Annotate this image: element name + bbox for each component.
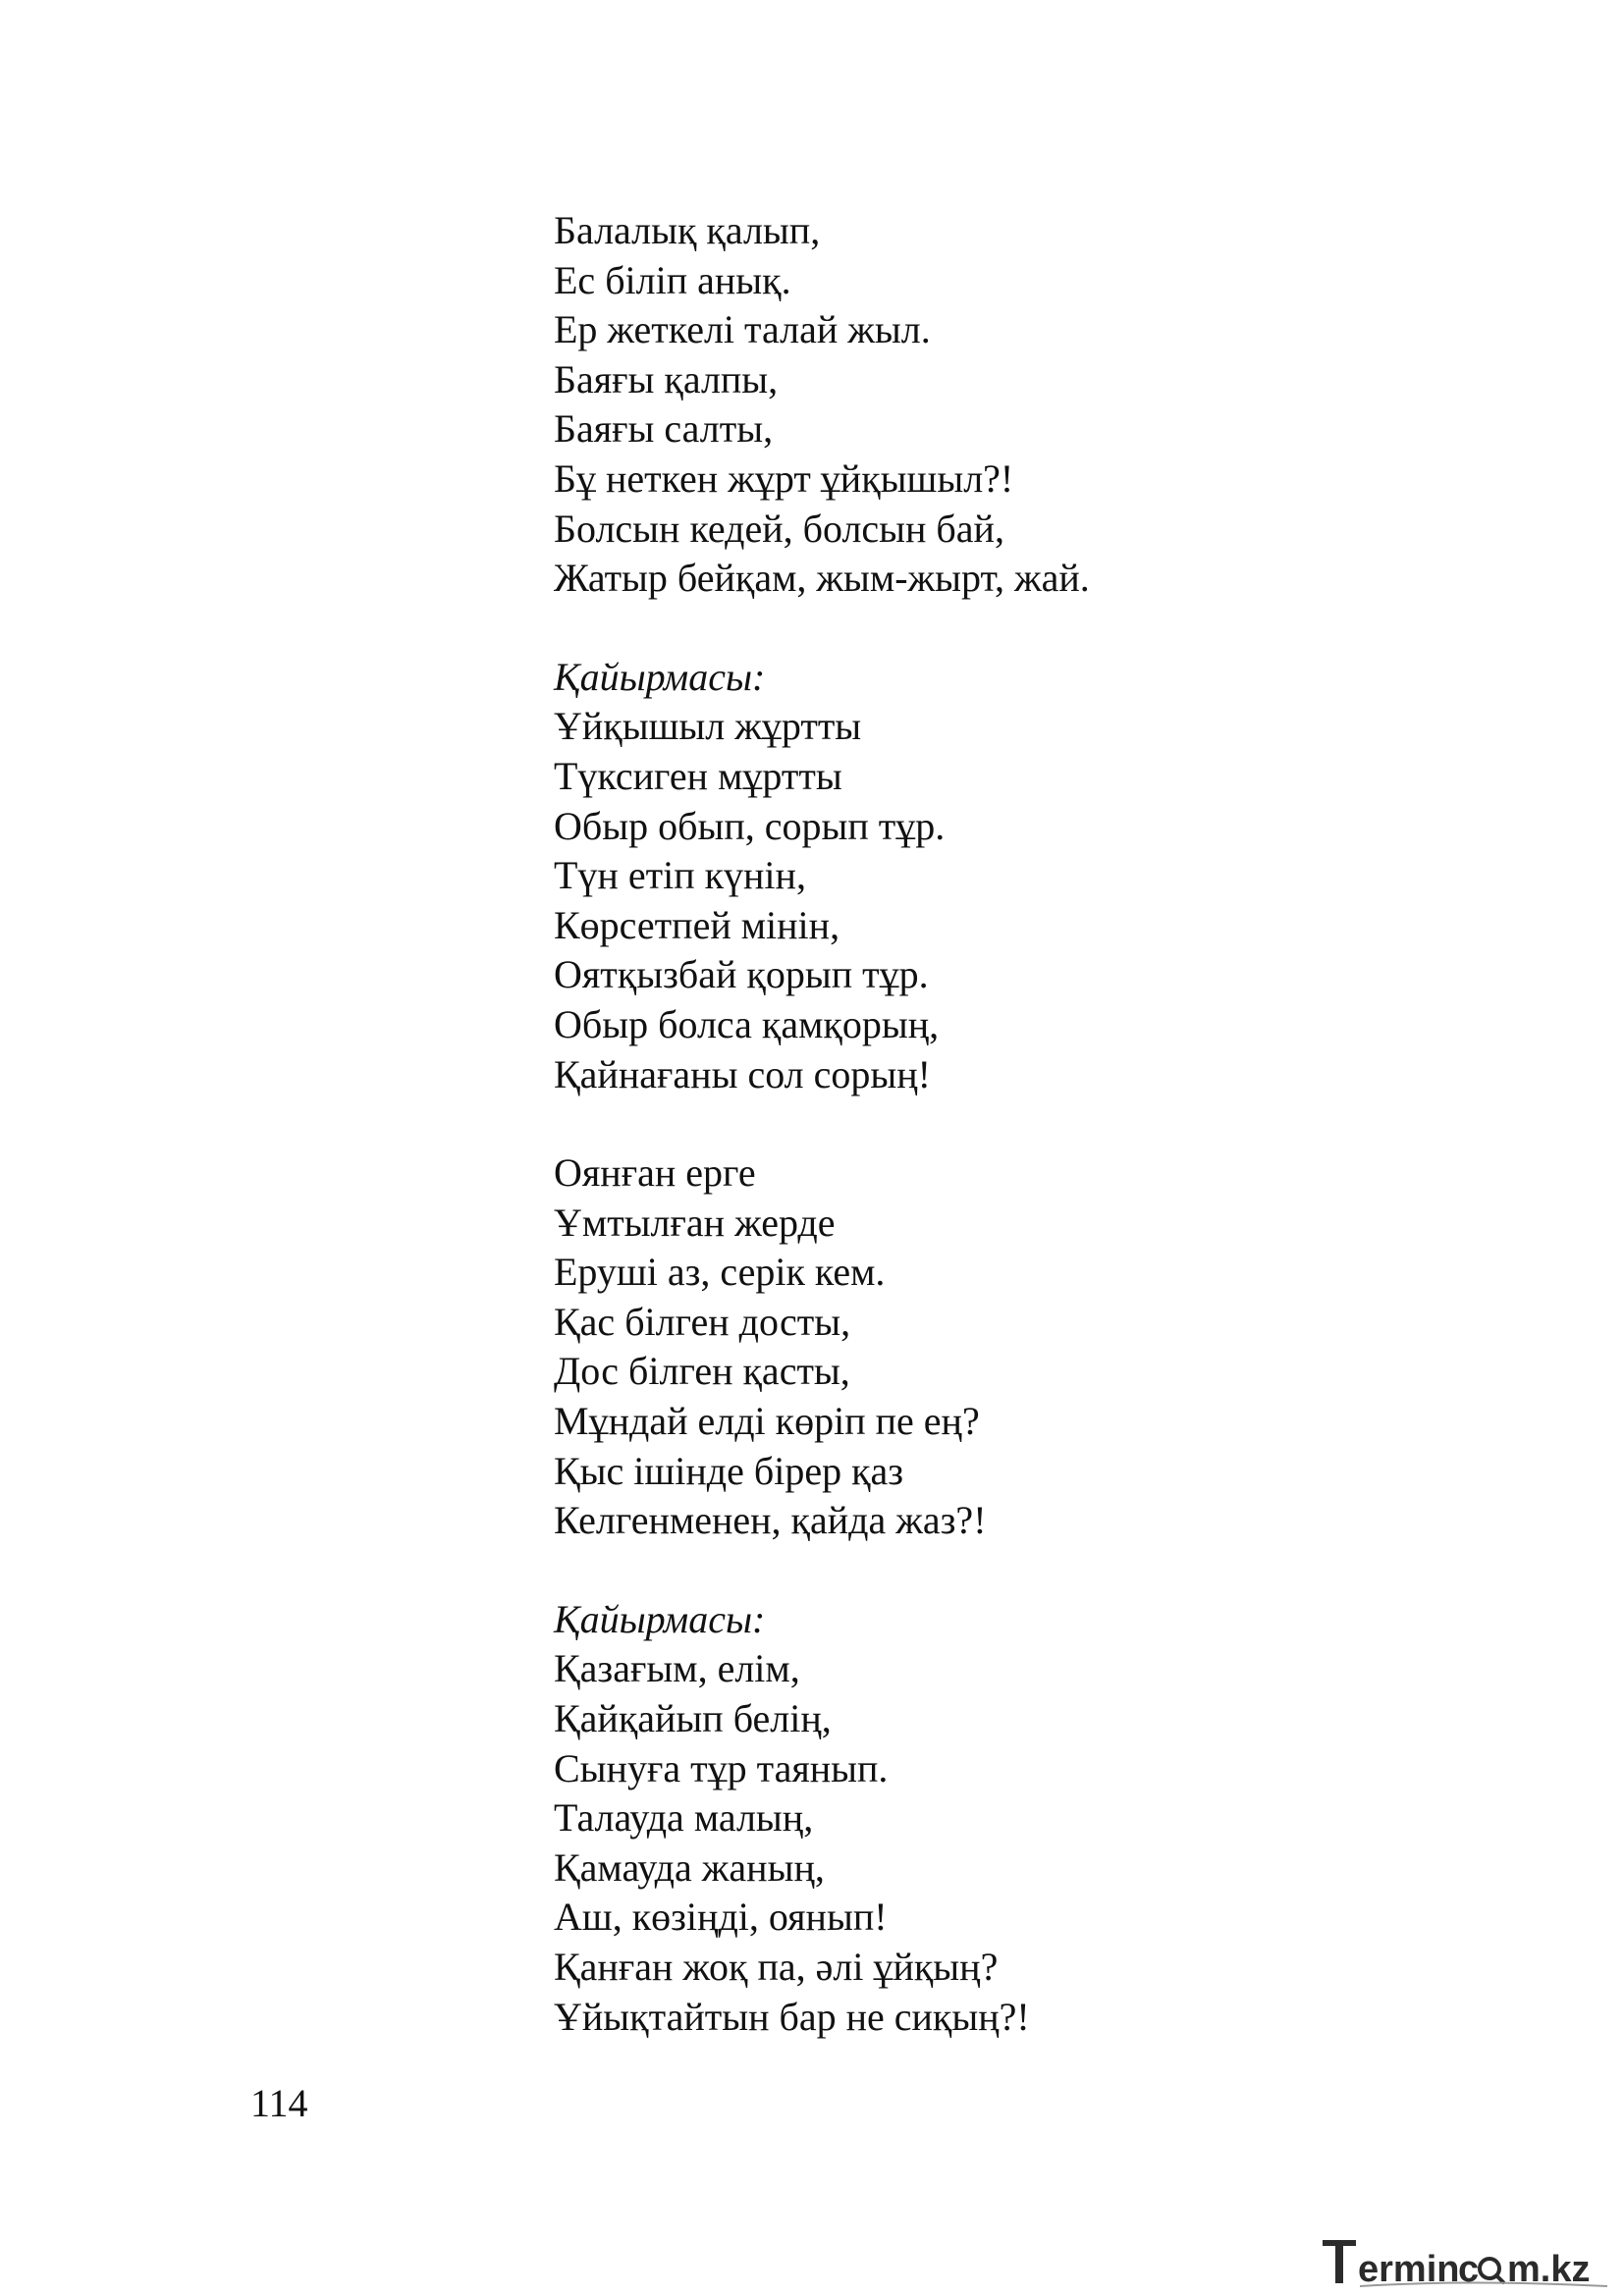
verse-line: Мұндай елді көріп пе ең? (554, 1399, 980, 1444)
verse-line: Қанған жоқ па, әлі ұйқың? (554, 1945, 999, 1989)
verse-line: Қазағым, елім, (554, 1646, 800, 1691)
stanza-2 (554, 653, 1437, 1099)
verse-line: Талауда малың, (554, 1795, 814, 1841)
verse-line: Ұмтылған жерде (554, 1200, 836, 1245)
verse-line: Көрсетпей мінін, (554, 902, 840, 947)
svg-text:m.kz: m.kz (1507, 2249, 1591, 2289)
verse-line: Болсын кедей, болсын бай, (554, 506, 1004, 551)
verse-line: Сынуға тұр таянып. (554, 1745, 889, 1790)
verse-line: Баяғы салты, (554, 406, 774, 452)
verse-line: Түн етіп күнін, (554, 853, 806, 898)
verse-line: Түксиген мұртты (554, 753, 842, 798)
verse-line: Еруші аз, серік кем. (554, 1250, 886, 1295)
stanza-4 (554, 1595, 1437, 2042)
verse-line: Келгенменен, қайда жаз?! (554, 1498, 987, 1543)
termincom-logo-mark (1321, 2234, 1615, 2289)
verse-line: Қыс ішінде бірер қаз (554, 1448, 904, 1493)
page-number: 114 (250, 2081, 308, 2125)
svg-text:ermin: ermin (1358, 2249, 1460, 2289)
verse-line: Дос білген қасты, (554, 1349, 850, 1394)
verse-line: Обыр болса қамқорың, (554, 1001, 940, 1046)
refrain-label: Қайырмасы: (554, 654, 766, 699)
verse-line: Жатыр бейқам, жым-жырт, жай. (554, 556, 1090, 601)
verse-line: Қайнағаны сол сорың! (554, 1051, 931, 1096)
poem (554, 206, 1437, 2091)
verse-line: Ұйқышыл жұртты (554, 704, 862, 749)
verse-line: Оятқызбай қорып тұр. (554, 952, 929, 997)
verse-line: Бұ неткен жұрт ұйқышыл?! (554, 455, 1014, 501)
verse-line: Ес біліп анық. (554, 257, 791, 302)
magnifier-icon (1480, 2259, 1503, 2282)
verse-line: Балалық қалып, (554, 208, 821, 252)
verse-line: Қас білген досты, (554, 1299, 851, 1344)
refrain-label: Қайырмасы: (554, 1596, 766, 1641)
termincom-logo (1321, 2234, 1615, 2289)
verse-line: Оянған ерге (554, 1150, 756, 1196)
verse-line: Ұйықтайтын бар не сиқың?! (554, 1994, 1030, 2039)
verse-line: Обыр обып, сорып тұр. (554, 803, 946, 848)
verse-line: Аш, көзіңді, оянып! (554, 1895, 888, 1940)
verse-line: Қайқайып белің, (554, 1696, 832, 1741)
stanza-1 (554, 206, 1437, 604)
verse-line: Баяғы қалпы, (554, 356, 779, 401)
verse-line: Ер жеткелі талай жыл. (554, 307, 931, 352)
stanza-3 (554, 1148, 1437, 1546)
verse-line: Қамауда жаның, (554, 1844, 825, 1890)
svg-text:c: c (1458, 2249, 1480, 2289)
